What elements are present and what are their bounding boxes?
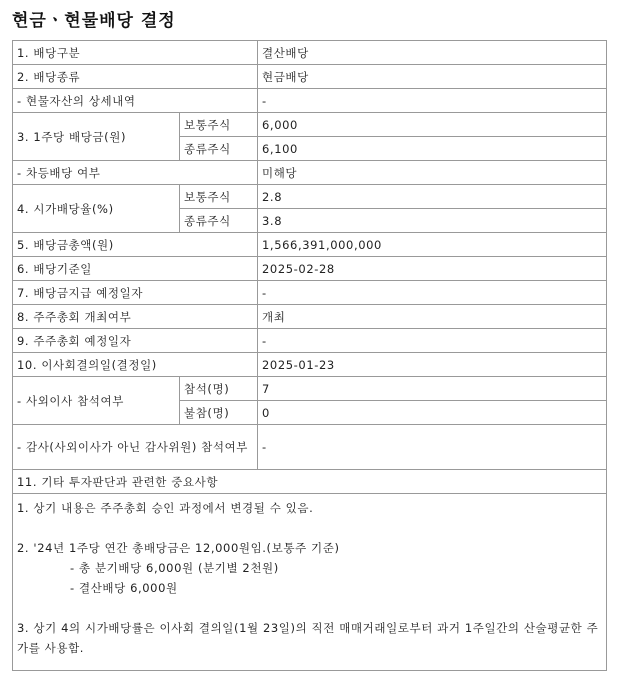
sub-label: 불참(명): [180, 401, 258, 425]
note-2: 2. '24년 1주당 연간 총배당금은 12,000원임.(보통주 기준): [17, 541, 340, 555]
row-value: -: [258, 281, 607, 305]
row-value: -: [258, 425, 607, 470]
row-label: 8. 주주총회 개최여부: [13, 305, 258, 329]
row-value: 2.8: [258, 185, 607, 209]
row-value: 결산배당: [258, 41, 607, 65]
table-row: [13, 281, 607, 305]
row-label: 6. 배당기준일: [13, 257, 258, 281]
row-label: - 차등배당 여부: [13, 161, 258, 185]
table-row: [13, 305, 607, 329]
table-row: [13, 185, 607, 209]
row-label: 2. 배당종류: [13, 65, 258, 89]
table-row: [13, 425, 607, 470]
row-label: 5. 배당금총액(원): [13, 233, 258, 257]
dividend-table: [12, 40, 607, 671]
row-label: 11. 기타 투자판단과 관련한 중요사항: [13, 470, 607, 494]
note-3: 3. 상기 4의 시가배당률은 이사회 결의일(1월 23일)의 직전 매매거래일로부터 과거 1주일간의 산술평균한 주가를 사용함.: [17, 621, 599, 655]
row-value: -: [258, 89, 607, 113]
table-row: [13, 353, 607, 377]
row-value: 6,000: [258, 113, 607, 137]
row-value: 2025-02-28: [258, 257, 607, 281]
table-row: [13, 65, 607, 89]
table-row: [13, 329, 607, 353]
note-1: 1. 상기 내용은 주주총회 승인 과정에서 변경될 수 있음.: [17, 501, 314, 515]
row-value: 개최: [258, 305, 607, 329]
row-label: 9. 주주총회 예정일자: [13, 329, 258, 353]
table-row: [13, 377, 607, 401]
row-label: - 현물자산의 상세내역: [13, 89, 258, 113]
row-label: 4. 시가배당율(%): [13, 185, 180, 233]
note-2b: - 결산배당 6,000원: [70, 581, 178, 595]
page-title: 현금ㆍ현물배당 결정: [12, 11, 176, 31]
row-value: 1,566,391,000,000: [258, 233, 607, 257]
row-value: 현금배당: [258, 65, 607, 89]
row-label: 10. 이사회결의일(결정일): [13, 353, 258, 377]
row-value: 미해당: [258, 161, 607, 185]
row-value: 7: [258, 377, 607, 401]
row-value: 3.8: [258, 209, 607, 233]
sub-label: 종류주식: [180, 137, 258, 161]
row-value: 0: [258, 401, 607, 425]
row-label: 1. 배당구분: [13, 41, 258, 65]
table-row: [13, 233, 607, 257]
sub-label: 종류주식: [180, 209, 258, 233]
row-label: 3. 1주당 배당금(원): [13, 113, 180, 161]
table-row: [13, 113, 607, 137]
notes-cell: [13, 494, 607, 671]
table-row: [13, 470, 607, 494]
row-value: 2025-01-23: [258, 353, 607, 377]
table-row: [13, 41, 607, 65]
sub-label: 참석(명): [180, 377, 258, 401]
row-label: 7. 배당금지급 예정일자: [13, 281, 258, 305]
sub-label: 보통주식: [180, 185, 258, 209]
row-label: - 사외이사 참석여부: [13, 377, 180, 425]
row-label: - 감사(사외이사가 아닌 감사위원) 참석여부: [13, 425, 258, 470]
note-2a: - 총 분기배당 6,000원 (분기별 2천원): [70, 561, 279, 575]
table-row: [13, 161, 607, 185]
sub-label: 보통주식: [180, 113, 258, 137]
row-value: -: [258, 329, 607, 353]
table-row: [13, 89, 607, 113]
row-value: 6,100: [258, 137, 607, 161]
table-row: [13, 494, 607, 671]
table-row: [13, 257, 607, 281]
